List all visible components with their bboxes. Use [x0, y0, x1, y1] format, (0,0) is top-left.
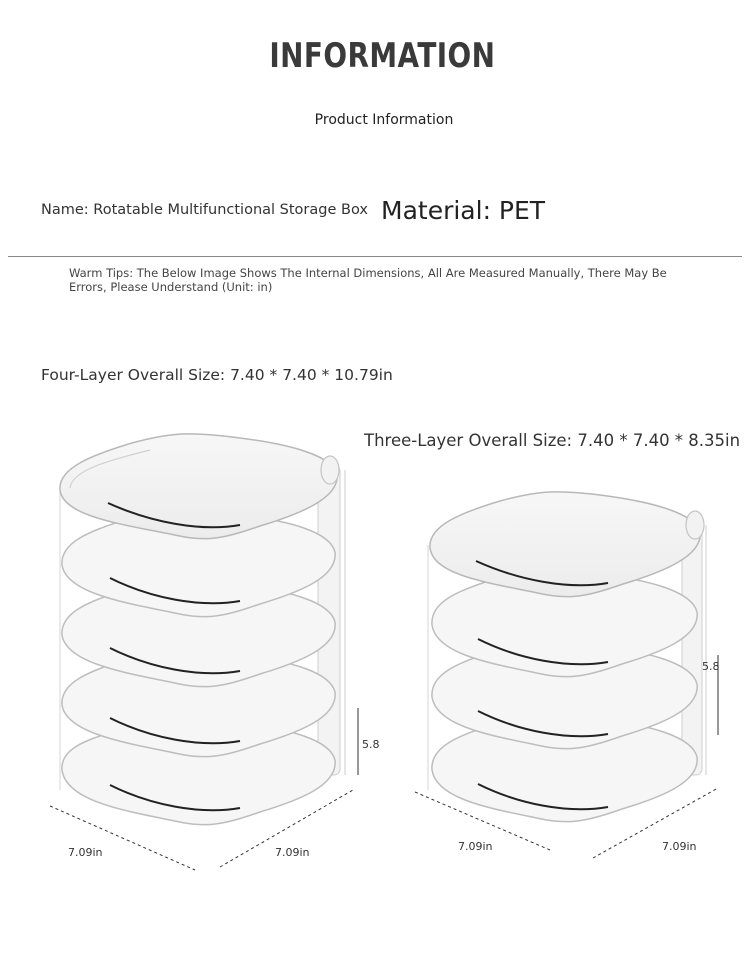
page-title: INFORMATION: [269, 36, 496, 76]
four-layer-width-left-label: 7.09in: [68, 846, 103, 859]
four-layer-height-label: 5.8: [362, 738, 380, 751]
lid: [60, 434, 337, 539]
four-layer-width-right-label: 7.09in: [275, 846, 310, 859]
three-layer-box: [428, 492, 706, 822]
warm-tips-text: Warm Tips: The Below Image Shows The Internal Dimensions, All Are Measured Manually, There May Be Errors, Please Understand (Unit: in): [69, 266, 667, 294]
product-name: Name: Rotatable Multifunctional Storage Box: [41, 202, 368, 218]
product-material: Material: PET: [381, 196, 546, 225]
four-layer-box: [60, 434, 345, 825]
four-layer-size-label: Four-Layer Overall Size: 7.40 * 7.40 * 10.79in: [41, 366, 393, 384]
three-layer-height-label: 5.8: [702, 660, 720, 673]
three-layer-size-label: Three-Layer Overall Size: 7.40 * 7.40 * 8.35in: [364, 431, 741, 450]
three-layer-width-left-label: 7.09in: [458, 840, 493, 853]
page-subtitle: Product Information: [314, 112, 454, 128]
lid: [430, 492, 700, 597]
three-layer-width-right-label: 7.09in: [662, 840, 697, 853]
